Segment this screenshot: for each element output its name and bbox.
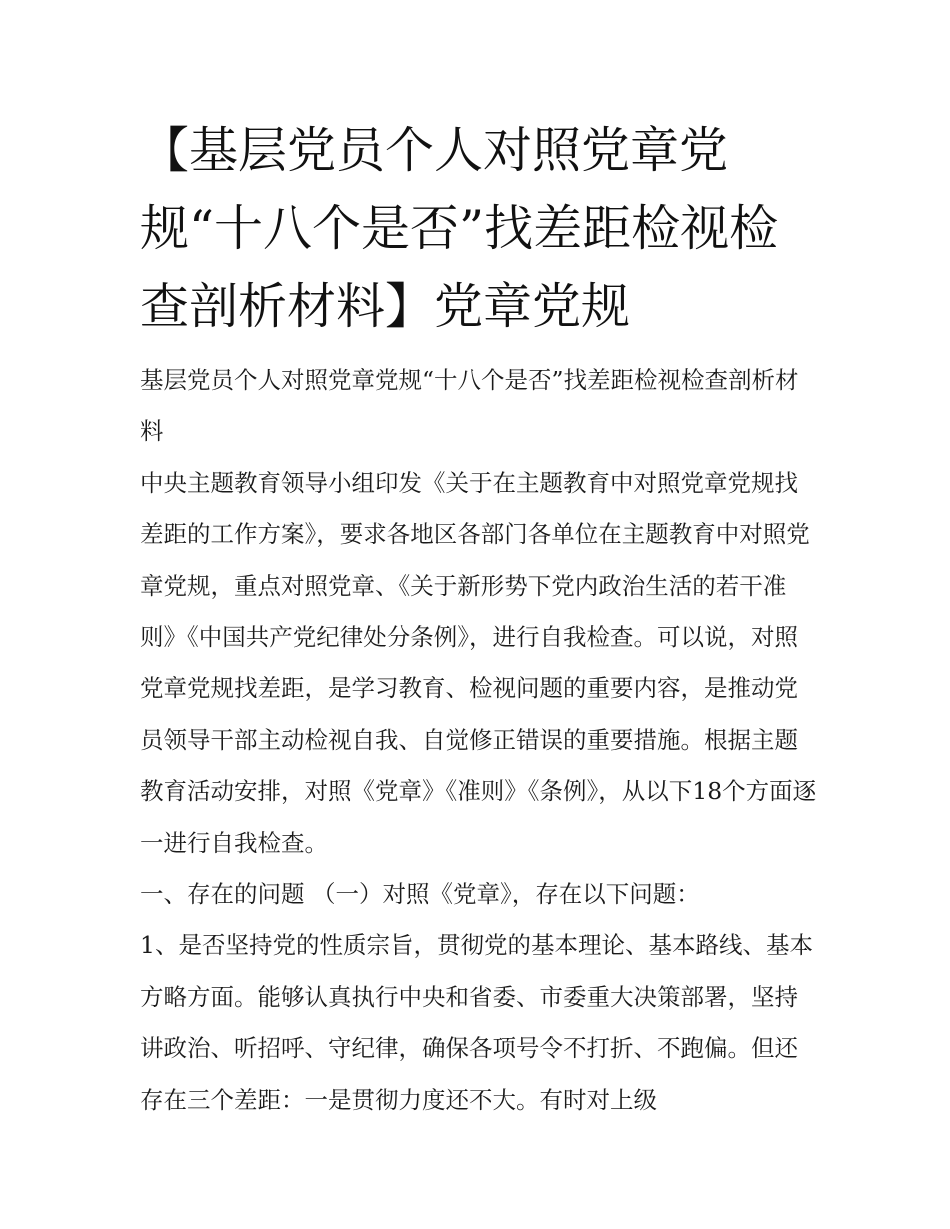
paragraph-subtitle: 基层党员个人对照党章党规“十八个是否”找差距检视检查剖析材料 [140,366,799,446]
paragraph-section-heading: 一、存在的问题 （一）对照《党章》，存在以下问题： [140,880,700,909]
document-body [140,355,820,1126]
document-title: 【基层党员个人对照党章党规“十八个是否”找差距检视检查剖析材料】党章党规 [140,122,779,335]
paragraph-intro: 中央主题教育领导小组印发《关于在主题教育中对照党章党规找差距的工作方案》，要求各地区各部门各单位在主题教育中对照党章党规，重点对照党章、《关于新形势下党内政治生活的若干准则》《中国共产党纪律处分条例》，进行自我检查。可以说，对照党章党规找差距，是学习教育、检视问题的重要内容，是推动党员领导干部主动检视自我、自觉修正错误的重要措施。根据主题教育活动安排，对照《党章》《准则》《条例》，从以下18个方面逐一进行自我检查。 [140,468,817,857]
paragraph-item-1: 1、是否坚持党的性质宗旨，贯彻党的基本理论、基本路线、基本方略方面。能够认真执行中央和省委、市委重大决策部署，坚持讲政治、听招呼、守纪律，确保各项号令不打折、不跑偏。但还存在三个差距：一是贯彻力度还不大。有时对上级 [140,931,813,1114]
